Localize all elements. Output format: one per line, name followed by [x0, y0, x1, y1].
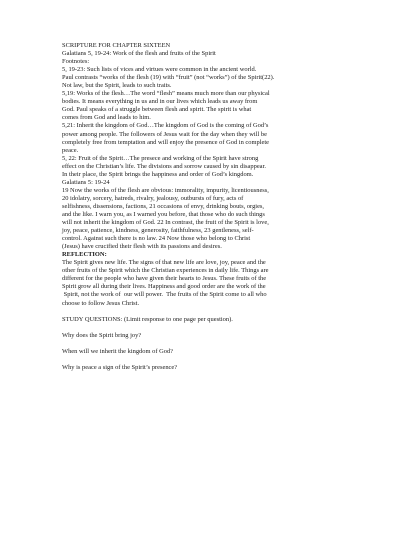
- footnote-line: Not law, but the Spirit, leads to such traits.: [62, 82, 172, 90]
- reflection-line: The Spirit gives new life. The signs of that new life are love, joy, peace and the: [62, 259, 266, 267]
- spacer: [62, 308, 362, 316]
- study-question: Why does the Spirit bring joy?: [62, 331, 142, 339]
- footnote-line: completely free from temptation and will enjoy the presence of God in complete: [62, 138, 270, 146]
- footnote-line: power among people. The followers of Jesus wait for the day when they will be: [62, 130, 267, 138]
- passage-line: control. Against such there is no law. 24 Now those who belong to Christ: [62, 235, 251, 243]
- reflection-heading: REFLECTION:: [62, 251, 107, 259]
- reflection-line: Spirit grow all during their lives. Happiness and good order are the work of the: [62, 283, 266, 291]
- passage-line: 19 Now the works of the flesh are obvious: immorality, impurity, licentiousness,: [62, 186, 269, 194]
- footnote-line: 5,21: Inherit the kingdom of God…The kingdom of God is the coming of God’s: [62, 122, 269, 130]
- passage-block: [62, 187, 362, 251]
- document-title: SCRIPTURE FOR CHAPTER SIXTEEN: [62, 42, 171, 49]
- footnote-line: 5,19: Works of the flesh…The word “flesh” means much more than our physical: [62, 90, 270, 98]
- study-questions-heading: STUDY QUESTIONS: (Limit response to one page per question).: [62, 315, 233, 323]
- spacer: [62, 356, 362, 364]
- reflection-line: choose to follow Jesus Christ.: [62, 299, 140, 307]
- passage-line: joy, peace, patience, kindness, generosity, faithfulness, 23 gentleness, self-: [62, 227, 254, 235]
- spacer: [62, 324, 362, 332]
- passage-line: selfishness, dissensions, factions, 21 occasions of envy, drinking bouts, orgies,: [62, 202, 265, 210]
- document-page: [62, 42, 362, 372]
- footnote-line: peace.: [62, 146, 79, 154]
- footnote-line: 5, 19-23: Such lists of vices and virtues were common in the ancient world.: [62, 66, 257, 74]
- passage-line: will not inherit the kingdom of God. 22 In contrast, the fruit of the Spirit is love,: [62, 219, 269, 227]
- reflection-line: Spirit, not the work of our will power. The fruits of the Spirit come to all who: [62, 291, 267, 299]
- footnote-line: effect on the Christian’s life. The divisions and sorrow caused by sin disappear.: [62, 162, 266, 170]
- passage-line: 20 idolatry, sorcery, hatreds, rivalry, jealousy, outbursts of fury, acts of: [62, 194, 244, 202]
- footnotes-block: [62, 66, 362, 179]
- reflection-line: different for the people who have given their hearts to Jesus. These fruits of the: [62, 275, 267, 283]
- passage-heading: Galatians 5: 19-24: [62, 178, 110, 186]
- footnote-line: comes from God and leads to him.: [62, 114, 151, 122]
- footnote-line: Paul contrasts “works of the flesh (19) with “fruit” (not “works”) of the Spirit(22).: [62, 74, 275, 82]
- passage-line: (Jesus) have crucified their flesh with its passions and desires.: [62, 243, 222, 251]
- study-question: Why is peace a sign of the Spirit’s presence?: [62, 363, 178, 371]
- footnote-line: bodies. It means everything in us and in our lives which leads us away from: [62, 98, 258, 106]
- study-question: When will we inherit the kingdom of God?: [62, 347, 174, 355]
- reflection-line: other fruits of the Spirit which the Christian experiences in daily life. Things are: [62, 267, 269, 275]
- footnote-line: God. Paul speaks of a struggle between flesh and spirit. The spirit is what: [62, 106, 252, 114]
- reflection-block: [62, 259, 362, 307]
- passage-line: and the like. I warn you, as I warned you before, that those who do such things: [62, 210, 265, 218]
- footnotes-heading: Footnotes:: [62, 58, 90, 66]
- footnote-line: In their place, the Spirit brings the happiness and order of God’s kingdom.: [62, 170, 254, 178]
- footnote-line: 5, 22: Fruit of the Spirit…The presece and working of the Spirit have strong: [62, 154, 259, 162]
- spacer: [62, 340, 362, 348]
- document-subtitle: Galatians 5, 19-24: Work of the flesh and fruits of the Spirit: [62, 50, 216, 58]
